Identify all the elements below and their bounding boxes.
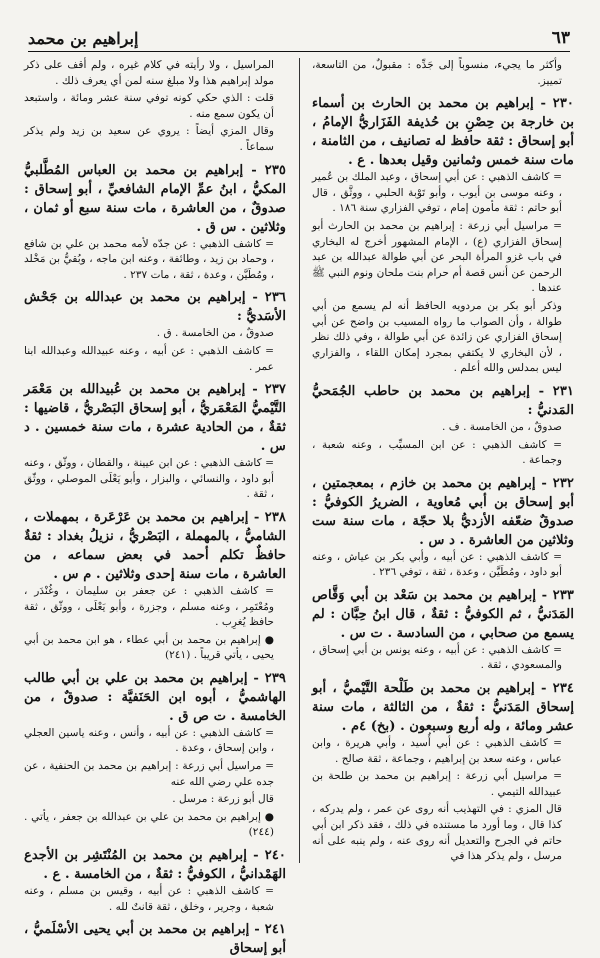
right-column <box>312 58 574 863</box>
running-title: إبراهيم بن محمد <box>28 29 139 48</box>
right-column-paragraph: = مراسيل أبي زرعة : إبراهيم بن محمد بن طلحة بن عبيدالله التيمي . <box>312 770 562 798</box>
left-column-entry-heading: ٢٣٨ - إبراهيم بن محمد بن عَرْعَرة ، بمهملات ، الشاميُّ ، بالمهملة ، البَصْريُّ ، نزيلُ بغداد : ثقةٌ حافظٌ تكلم أحمد في بعض سماعه ، من العاشرة ، مات سنة إحدى وثلاثين . م س . <box>24 509 286 582</box>
page-header <box>28 26 570 52</box>
column-divider <box>299 58 300 863</box>
right-column-paragraph: قال المزي : في التهذيب أنه روى عن عمر ، ولم يدركه ، كذا قال ، وما أورد ما مستنده في ذلك ، فقد ذكر ابن أبي حاتم في الجرح والتعديل أنه روى عنه ، ولم ينبه على أنه مرسل ، ولم يذكر هذا في <box>312 803 562 863</box>
left-column-paragraph: قال أبو زرعة : مرسل . <box>172 793 274 806</box>
right-column-paragraph: = مراسيل أبي زرعة : إبراهيم بن محمد بن الحارث أبو إسحاق الفزاري (ع) ، الإمام المشهور أخرج له البخاري في باب غزو المرأة البحر عن أبي طوالة عبدالله بن عبد الرحمن عن أنس قصة أم حرام بنت ملحان ونوم النبي ﷺ عندها . <box>312 219 562 295</box>
right-column-paragraph: = كاشف الذهبي : عن أبي إسحاق ، وعبد الملك بن عُمير ، وعنه موسى بن أيوب ، وأبو تَوْبة الحلبي ، ووثَّق ، قال أبو حاتم : ثقة مأمون إمام ، توفي الفزاري سنة ١٨٦ . <box>312 171 562 215</box>
left-column-paragraph: ● إبراهيم بن محمد بن علي بن عبدالله بن جعفر ، يأتي . (٢٤٤) <box>24 810 274 839</box>
right-column-entry-heading: ٢٣٠ - إبراهيم بن محمد بن الحارث بن أسماء بن خارجة بن حِصْنِ بن حُذيفة الفَزَاريُّ الإمامُ ، أبو إسحاق : ثقة حافظ له تصانيف ، من الثامنة ، مات سنة خمس وثمانين وقيل بعدها . ع . <box>312 96 574 169</box>
right-column-entry-heading: ٢٣٣ - إبراهيم بن محمد بن سَعْد بن أبي وَقَّاص المَدَنيُّ ، ثم الكوفيُّ : ثقةٌ ، قال ابنُ حِبَّان : لم يسمع من صحابي ، من السادسة . ت س . <box>312 587 574 641</box>
left-column-paragraph: ● إبراهيم بن محمد بن أبي عطاء ، هو ابن محمد بن أبي يحيى ، يأتي قريباً . (٢٤١) <box>24 633 274 662</box>
right-column-paragraph: وأكثر ما يجيء، منسوباً إلى جَدِّه : مقبولٌ، من التاسعة، تمييز. <box>312 59 562 87</box>
left-column-entry-heading: ٢٤٠ - إبراهيم بن محمد بن المُنْتَشِر بن الأجدع الهَمْدانيُّ ، الكوفيُّ : ثقةٌ ، من الخامسة . ع . <box>24 848 286 883</box>
left-column-paragraph: = كاشف الذهبي : عن أبيه ، وأنس ، وعنه ياسين العجلي ، وابن إسحاق ، وعدة . <box>24 726 274 755</box>
left-column-paragraph: وقال المزي أيضاً : يروي عن سعيد بن زيد ولم يذكر سماعاً . <box>24 125 274 153</box>
right-column-paragraph: = كاشف الذهبي : عن أبيه ، وأبي بكر بن عياش ، وعنه أبو داود ، ومُطَيَّن ، وعدة ، ثقة ، توفي ٢٣٦ . <box>312 550 562 579</box>
right-column-paragraph: = كاشف الذهبي : عن أبي أُسيد ، وأبي هريرة ، وابن عباس ، وعنه سعد بن إبراهيم ، وجماعة ، ثقة صالح . <box>312 737 562 765</box>
left-column-paragraph: = كاشف الذهبي : عن ابن عيينة ، والقطان ، ووثّق ، وعنه أبو داود ، والنسائي ، والبزار ، وأبو يَعْلَى الموصلي ، ووثّق ، ثقة . <box>24 457 274 501</box>
left-column-entry-heading: ٢٣٦ - إبراهيم بن محمد بن عبدالله بن جَحْش الأسَديُّ : <box>24 290 286 325</box>
left-column-entry-heading: ٢٣٥ - إبراهيم بن محمد بن العباس المُطَّلبيُّ المكيُّ ، ابنُ عمِّ الإمام الشافعيِّ ، أبو إسحاق : صدوقٌ ، من العاشرة ، مات سنة سبع أو ثمان ، وثلاثين . س ق . <box>24 162 286 235</box>
left-column-paragraph: = كاشف الذهبي : عن جعفر بن سليمان ، وغُنْدَر ، ومُعْتَمِر ، وعنه مسلم ، وجزرة ، وأبو يَعْلَى ، ووثّق ، ثقة حافظ يُغرِب . <box>24 584 274 629</box>
right-column-entry-heading: ٢٣١ - إبراهيم بن محمد بن حاطب الجُمَحيُّ المَدنيُّ : <box>312 383 574 418</box>
right-column-entry-heading: ٢٣٤ - إبراهيم بن محمد بن طَلْحة التَّيْميُّ ، أبو إسحاق المَدَنيُّ : ثقةٌ ، من الثالثة ، مات سنة عشر ومائة ، وله أربع وسبعون . (بخ) ٤م . <box>312 681 574 735</box>
right-column-paragraph: صدوقٌ ، من الخامسة . ف . <box>441 420 562 433</box>
left-column-entry-heading: ٢٣٧ - إبراهيم بن محمد بن عُبيدالله بن مَعْمَر التَّيْميُّ المَعْمَريُّ ، أبو إسحاق البَصْريُّ ، قاضيها : ثقةٌ ، من الحادية عشرة ، مات سنة خمسين . د س . <box>24 382 286 455</box>
right-column-paragraph: = كاشف الذهبي : عن ابن المسيِّب ، وعنه شعبة ، وجماعة . <box>312 438 562 467</box>
left-column-paragraph: قلت : الذي حكي كونه توفي سنة عشر ومائة ، واستبعد أن يكون سمع منه . <box>24 92 274 120</box>
left-column-entry-heading: ٢٤١ - إبراهيم بن محمد بن أبي يحيى الأسْلَميُّ ، أبو إسحاق <box>24 922 286 957</box>
right-column-paragraph: = كاشف الذهبي : عن أبيه ، وعنه يونس بن أبي إسحاق ، والمسعودي ، ثقة . <box>312 643 562 672</box>
left-column <box>24 58 286 957</box>
left-column-entry-heading: ٢٣٩ - إبراهيم بن محمد بن علي بن أبي طالب الهاشميُّ ، أبوه ابن الحَنَفيَّة : صدوقٌ ، من الخامسة . ت ص ق . <box>24 670 286 724</box>
left-column-paragraph: = كاشف الذهبي : عن جدّه لأمه محمد بن علي بن شافع ، وحماد بن زيد ، وطائفة ، وعنه ابن ماجه ، وبُقيُّ بن مَخْلد ، ومُطَيَّن ، وعدة ، ثقة ، مات ٢٣٧ . <box>24 237 274 281</box>
right-column-entry-heading: ٢٣٢ - إبراهيم بن محمد بن خازم ، بمعجمتين ، أبو إسحاق بن أبي مُعاوية ، الضريرُ الكوفيُّ : صدوقٌ ضعّفه الأزديُّ بلا حجّة ، مات سنة ست وثلاثين من العاشرة . د س . <box>312 475 574 548</box>
left-column-paragraph: = مراسيل أبي زرعة : إبراهيم بن محمد بن الحنفية ، عن جده علي رضي الله عنه <box>24 760 274 788</box>
left-column-paragraph: = كاشف الذهبي : عن أبيه ، وعنه عبيدالله وعبدالله ابنا عمر . <box>24 344 274 373</box>
left-column-paragraph: صدوقٌ ، من الخامسة . ق . <box>156 327 274 340</box>
left-column-paragraph: = كاشف الذهبي : عن أبيه ، وقيس بن مسلم ، وعنه شعبة ، وجرير ، وخلق ، ثقة قانتٌ لله . <box>24 885 274 913</box>
page-number: ٦٣ <box>551 28 570 48</box>
left-column-paragraph: المراسيل ، ولا رأيته في كلام غيره ، ولم أقف على ذكر مولد إبراهيم هذا ولا مبلغ سنه لمن أي يعرف ذلك . <box>24 59 274 87</box>
right-column-paragraph: وذكر أبو بكر بن مردويه الحافظ أنه لم يسمع من أبي طوالة ، وأن الصواب ما رواه المسيب بن واضح عن أبي إسحاق الفزاري عن زائدة عن أبي طوالة ، وفي ذلك نظر ، لأن البخاري لا يكتفي بمجرد إمكان اللقاء ، والفزاري ليس بمدلس والله أعلم . <box>312 299 562 375</box>
